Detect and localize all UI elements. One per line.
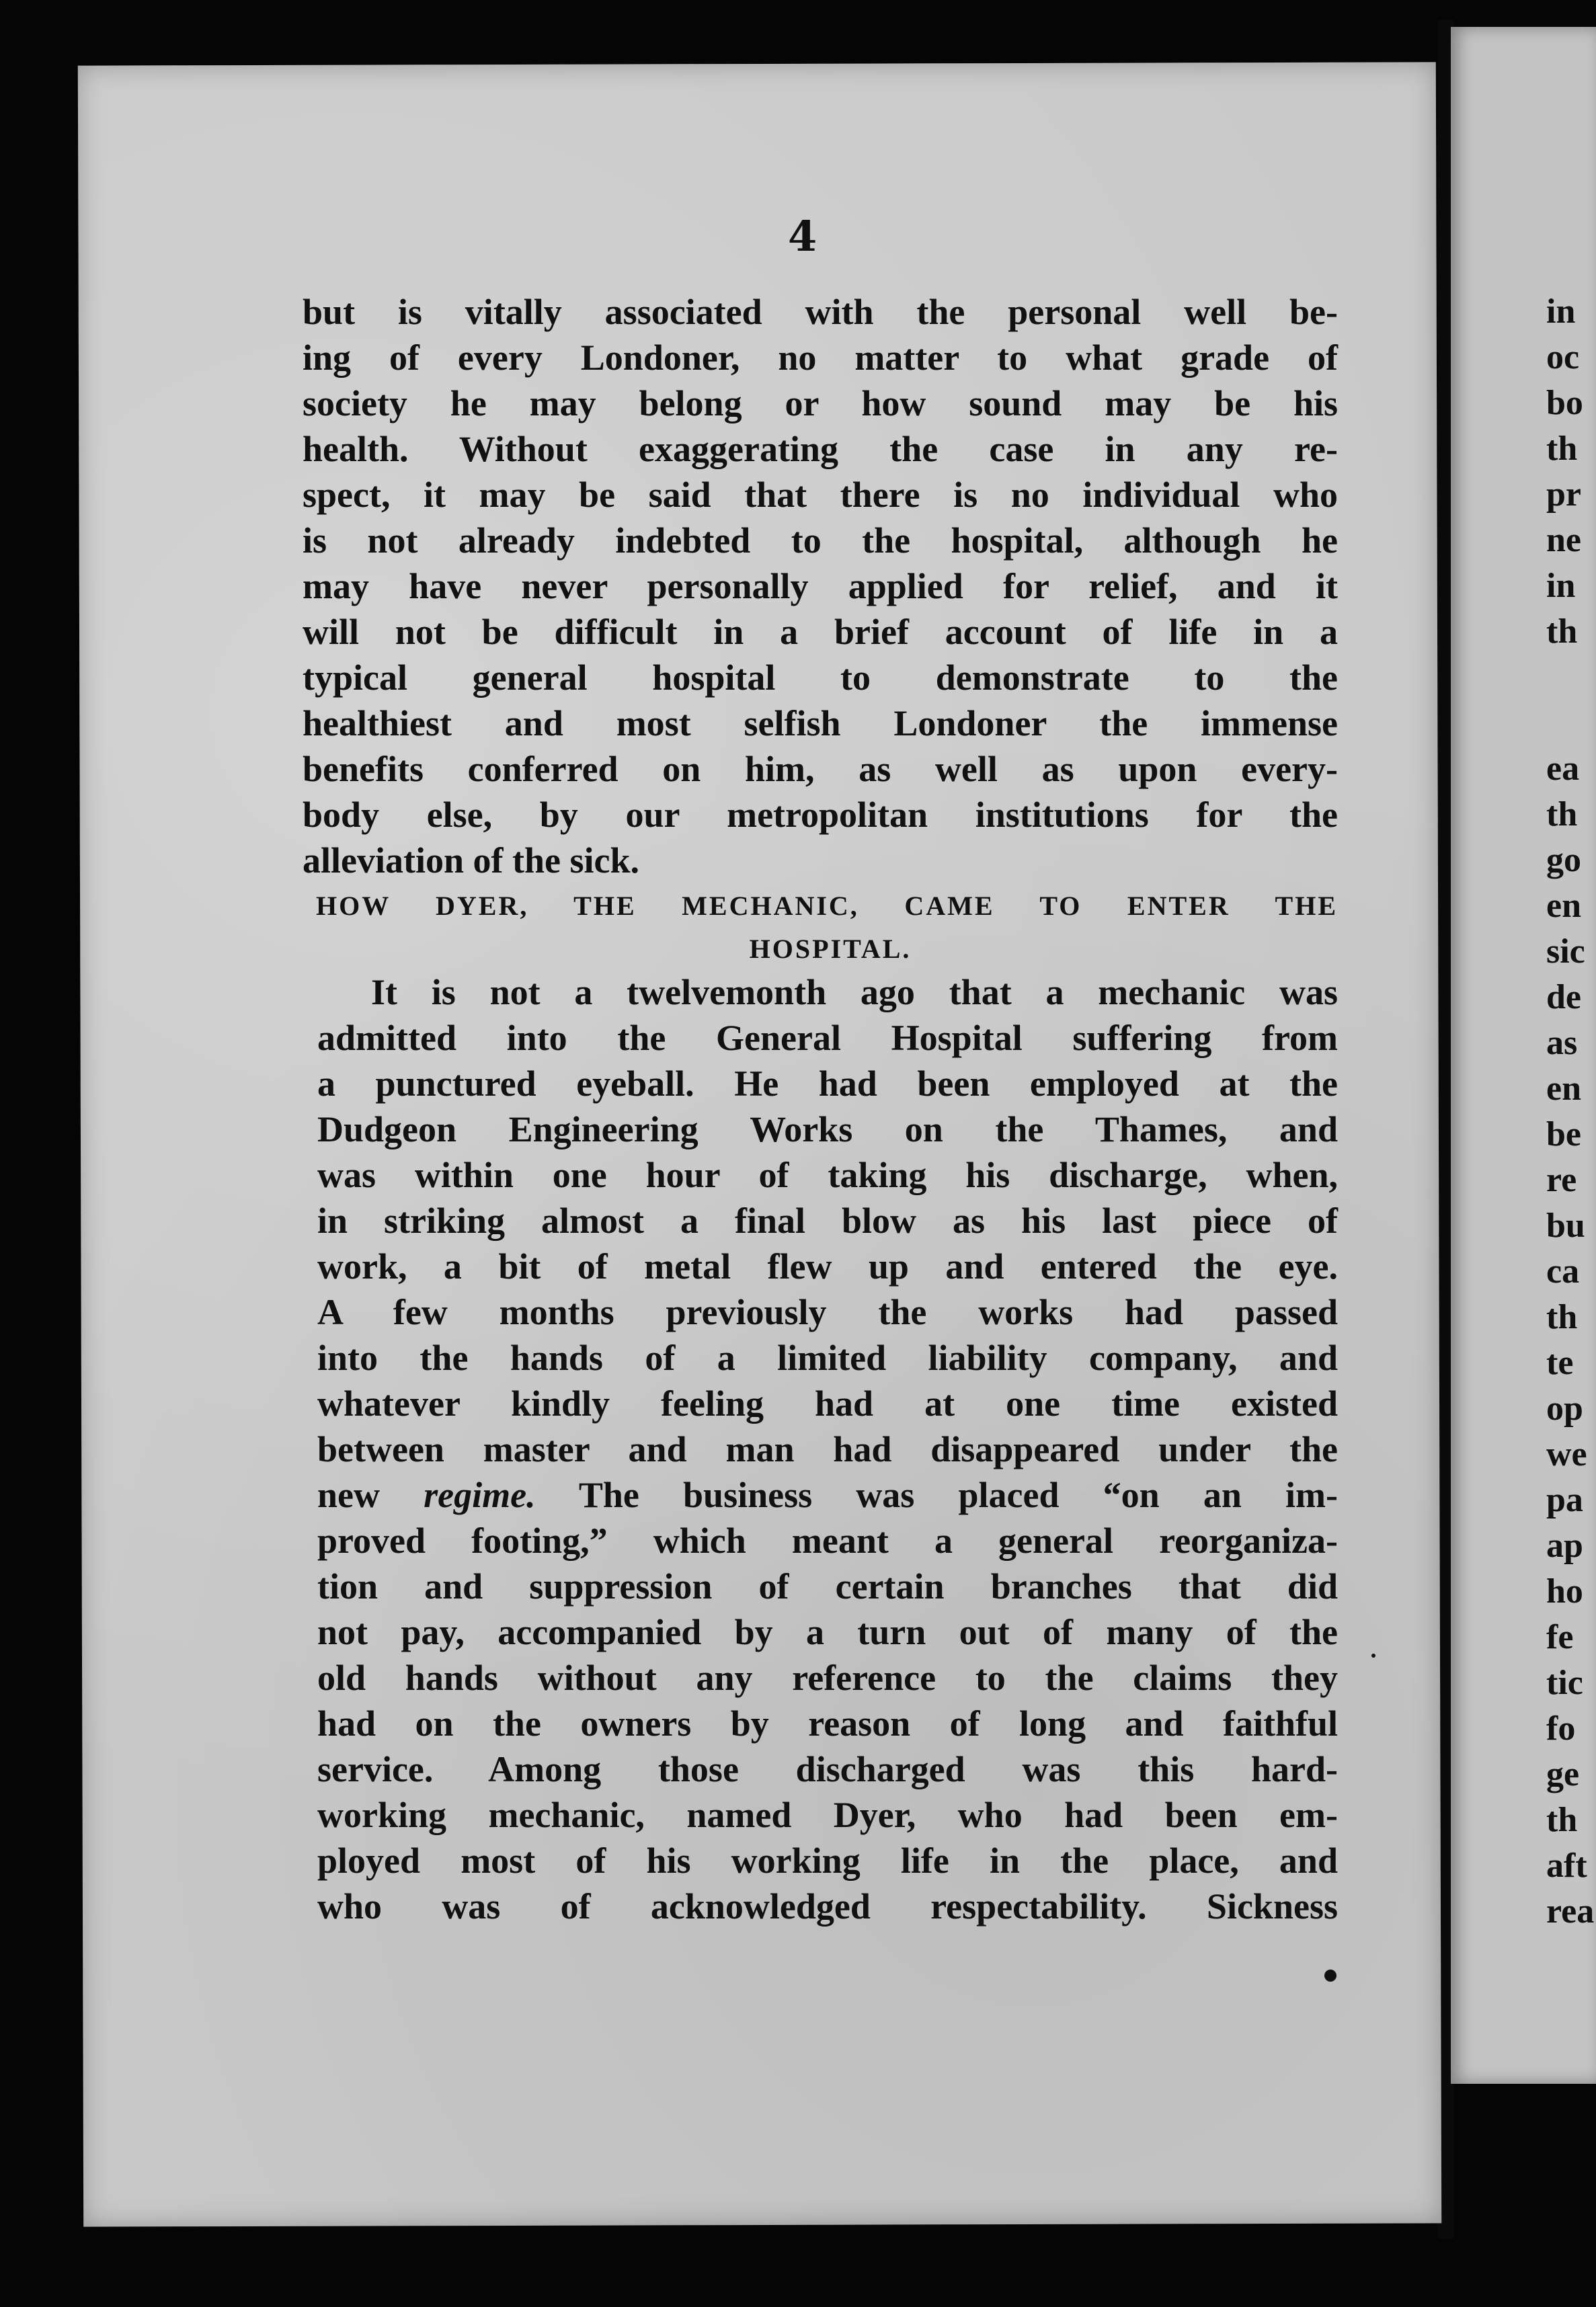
facing-text-fragment: as xyxy=(1546,1024,1578,1062)
text-line: was within one hour of taking his discharge, when, xyxy=(317,1155,1338,1195)
text-line: old hands without any reference to the claims they xyxy=(317,1658,1338,1698)
text-line: but is vitally associated with the personal well be- xyxy=(303,292,1338,332)
facing-text-fragment: de xyxy=(1546,978,1581,1016)
italic-word: regime. xyxy=(424,1475,536,1515)
text-line: health. Without exaggerating the case in any re- xyxy=(303,429,1338,469)
text-line: Dudgeon Engineering Works on the Thames, and xyxy=(317,1109,1338,1149)
facing-text-fragment: bu xyxy=(1546,1207,1585,1245)
text-line: working mechanic, named Dyer, who had been em- xyxy=(317,1795,1338,1835)
section-heading-line1: HOW DYER, THE MECHANIC, CAME TO ENTER THE xyxy=(316,891,1338,921)
facing-text-fragment: th xyxy=(1546,795,1578,834)
text-line xyxy=(317,1472,1338,1518)
facing-text-fragment: be xyxy=(1546,1115,1581,1154)
facing-text-fragment: te xyxy=(1546,1344,1574,1382)
text-line: a punctured eyeball. He had been employed at the xyxy=(317,1063,1338,1104)
body-text xyxy=(303,289,1338,1929)
text-line: ployed most of his working life in the place, and xyxy=(317,1840,1338,1881)
facing-text-fragment: go xyxy=(1546,841,1581,879)
text-line: whatever kindly feeling had at one time existed xyxy=(317,1383,1338,1424)
ink-speck xyxy=(1324,1970,1336,1982)
text-line: proved footing,” which meant a general reorganiza- xyxy=(317,1521,1338,1561)
facing-text-fragment: ca xyxy=(1546,1252,1580,1291)
facing-text-fragment: we xyxy=(1546,1435,1587,1473)
text-line: is not already indebted to the hospital, although he xyxy=(303,520,1338,561)
text-line: society he may belong or how sound may be his xyxy=(303,383,1338,423)
facing-text-fragment: re xyxy=(1546,1161,1577,1199)
text-line: body else, by our metropolitan institutions for the xyxy=(303,795,1338,835)
paragraph-dyer xyxy=(303,969,1338,1929)
text-line: will not be difficult in a brief account of life in a xyxy=(303,612,1338,652)
text-span: new xyxy=(317,1475,424,1515)
facing-text-fragment: ap xyxy=(1546,1527,1583,1565)
facing-text-fragment: th xyxy=(1546,1298,1578,1336)
facing-text-fragment: ne xyxy=(1546,521,1581,559)
facing-text-fragment: aft xyxy=(1546,1847,1587,1885)
facing-text-fragment: ho xyxy=(1546,1572,1583,1611)
text-line: who was of acknowledged respectability. Sickness xyxy=(317,1886,1338,1927)
facing-page-top-fragments xyxy=(1546,289,1583,655)
text-line: healthiest and most selfish Londoner the immense xyxy=(303,703,1338,743)
paragraph-intro xyxy=(303,289,1338,883)
ink-speck xyxy=(1371,1654,1375,1658)
facing-text-fragment: rea xyxy=(1546,1892,1595,1931)
facing-text-fragment: th xyxy=(1546,1801,1578,1839)
text-line: work, a bit of metal flew up and entered the eye. xyxy=(317,1246,1338,1287)
text-line: between master and man had disappeared under the xyxy=(317,1429,1338,1469)
facing-text-fragment: fo xyxy=(1546,1709,1576,1748)
facing-text-fragment: th xyxy=(1546,612,1578,651)
facing-text-fragment: en xyxy=(1546,887,1581,925)
facing-text-fragment: sic xyxy=(1546,932,1585,971)
text-line: typical general hospital to demonstrate to the xyxy=(303,657,1338,698)
text-line: alleviation of the sick. xyxy=(303,840,639,881)
facing-text-fragment: tic xyxy=(1546,1664,1583,1702)
text-line: tion and suppression of certain branches that did xyxy=(317,1566,1338,1607)
text-line: It is not a twelvemonth ago that a mechanic was xyxy=(371,972,1338,1012)
facing-text-fragment: bo xyxy=(1546,384,1583,422)
text-line: A few months previously the works had passed xyxy=(317,1292,1338,1332)
text-line: spect, it may be said that there is no individual who xyxy=(303,475,1338,515)
facing-text-fragment: pr xyxy=(1546,475,1581,514)
facing-text-fragment: ge xyxy=(1546,1755,1580,1793)
text-line: may have never personally applied for relief, and it xyxy=(303,566,1338,606)
page-number: 4 xyxy=(788,212,817,261)
facing-text-fragment: ea xyxy=(1546,750,1580,788)
text-line: ing of every Londoner, no matter to what grade of xyxy=(303,337,1338,378)
facing-text-fragment: op xyxy=(1546,1389,1583,1428)
facing-text-fragment: pa xyxy=(1546,1481,1583,1519)
text-span: The business was placed “on an im- xyxy=(535,1475,1339,1515)
text-line: in striking almost a final blow as his last piece of xyxy=(317,1201,1338,1241)
facing-text-fragment: in xyxy=(1546,292,1576,331)
text-line: benefits conferred on him, as well as upon every- xyxy=(303,749,1338,789)
text-line: into the hands of a limited liability company, and xyxy=(317,1338,1338,1378)
text-line: service. Among those discharged was this hard- xyxy=(317,1749,1338,1789)
facing-text-fragment: oc xyxy=(1546,338,1580,376)
text-line: admitted into the General Hospital suffering from xyxy=(317,1018,1338,1058)
text-line: not pay, accompanied by a turn out of many of the xyxy=(317,1612,1338,1652)
section-heading-line2: HOSPITAL. xyxy=(749,934,912,964)
facing-text-fragment: th xyxy=(1546,430,1578,468)
facing-text-fragment: in xyxy=(1546,567,1576,605)
facing-page-lower-fragments xyxy=(1546,746,1594,1935)
text-line: had on the owners by reason of long and faithful xyxy=(317,1703,1338,1744)
facing-text-fragment: fe xyxy=(1546,1618,1574,1656)
facing-text-fragment: en xyxy=(1546,1069,1581,1108)
